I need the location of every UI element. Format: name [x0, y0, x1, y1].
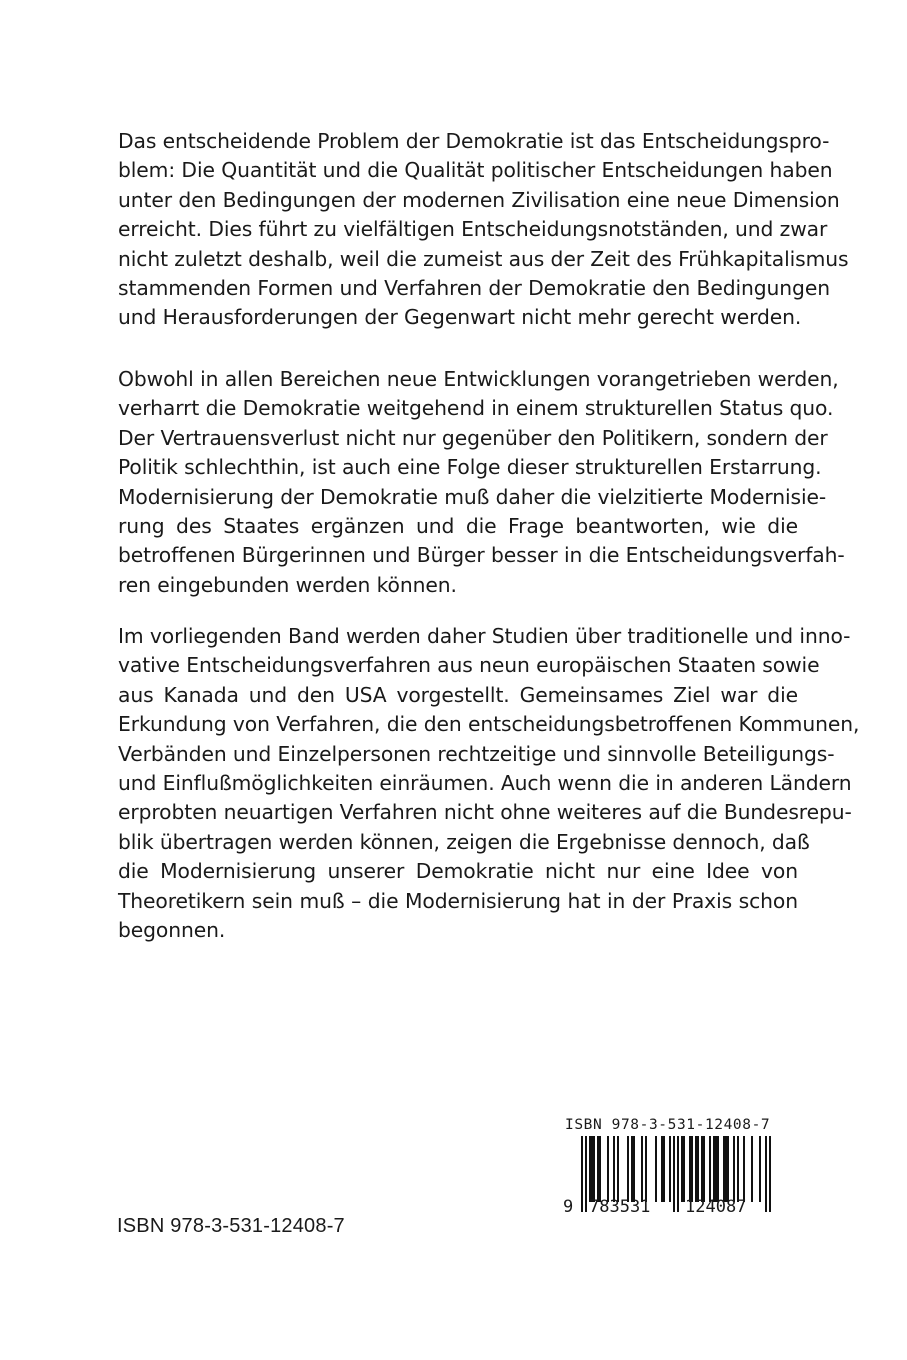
text-line: verharrt die Demokratie weitgehend in einem strukturellen Status quo. — [118, 396, 834, 421]
barcode-bar — [727, 1136, 729, 1202]
text-line: blik übertragen werden können, zeigen die Ergebnisse dennoch, daß — [118, 829, 810, 854]
barcode-bar — [751, 1136, 753, 1202]
barcode-bar — [599, 1136, 601, 1202]
barcode-bar — [695, 1136, 697, 1202]
text-line: Im vorliegenden Band werden daher Studien über traditionelle und inno- — [118, 624, 851, 648]
barcode-bar — [631, 1136, 633, 1202]
text-line: Theoretikern sein muß – die Modernisierung hat in der Praxis schon — [118, 888, 798, 913]
barcode-bar — [681, 1136, 683, 1202]
barcode-bar — [701, 1136, 703, 1202]
text-line: blem: Die Quantität und die Qualität politischer Entscheidungen haben — [118, 158, 833, 183]
barcode-bar — [613, 1136, 615, 1202]
barcode-isbn-label: ISBN 978-3-531-12408-7 — [565, 1117, 771, 1133]
text-line: Obwohl in allen Bereichen neue Entwicklungen vorangetrieben werden, — [118, 367, 839, 391]
barcode-bar — [691, 1136, 693, 1202]
barcode-left-group: 783531 — [589, 1197, 651, 1217]
barcode-bar — [589, 1136, 591, 1202]
text-line: rung des Staates ergänzen und die Frage beantworten, wie die — [118, 513, 798, 538]
barcode-guard-bar — [585, 1136, 587, 1212]
text-line: Politik schlechthin, ist auch eine Folge dieser strukturellen Erstarrung. — [118, 455, 822, 480]
barcode-guard-bar — [769, 1136, 771, 1212]
blurb-paragraph-2 — [118, 365, 845, 600]
barcode-first-digit: 9 — [563, 1197, 574, 1217]
barcode-guard-bar — [677, 1136, 679, 1212]
barcode-bar — [733, 1136, 735, 1202]
barcode-bar — [709, 1136, 711, 1202]
barcode-bar — [717, 1136, 719, 1202]
barcode-bar — [743, 1136, 745, 1202]
blurb-paragraph-1 — [118, 127, 849, 333]
barcode-bar — [617, 1136, 619, 1202]
text-line: und Herausforderungen der Gegenwart nicht mehr gerecht werden. — [118, 305, 802, 330]
barcode-bar — [703, 1136, 705, 1202]
text-line: ren eingebunden werden können. — [118, 572, 457, 597]
barcode-bar — [759, 1136, 761, 1202]
barcode-bar — [591, 1136, 593, 1202]
text-line: aus Kanada und den USA vorgestellt. Gemeinsames Ziel war die — [118, 682, 798, 707]
barcode-bar — [689, 1136, 691, 1202]
text-line: und Einflußmöglichkeiten einräumen. Auch wenn die in anderen Ländern — [118, 770, 852, 795]
text-line: erprobten neuartigen Verfahren nicht ohne weiteres auf die Bundesrepu- — [118, 800, 852, 825]
barcode-bar — [607, 1136, 609, 1202]
barcode-bar — [597, 1136, 599, 1202]
text-line: erreicht. Dies führt zu vielfältigen Entscheidungsnotständen, und zwar — [118, 217, 828, 242]
text-line: betroffenen Bürgerinnen und Bürger besser in die Entscheidungsverfah- — [118, 543, 845, 568]
text-line: Das entscheidende Problem der Demokratie ist das Entscheidungspro- — [118, 129, 830, 153]
barcode-bar — [645, 1136, 647, 1202]
text-line: Erkundung von Verfahren, die den entscheidungsbetroffenen Kommunen, — [118, 712, 860, 737]
barcode-bar — [663, 1136, 665, 1202]
text-line: Der Vertrauensverlust nicht nur gegenüber den Politikern, sondern der — [118, 425, 828, 450]
barcode-bar — [713, 1136, 715, 1202]
barcode-guard-bar — [581, 1136, 583, 1212]
text-line: stammenden Formen und Verfahren der Demokratie den Bedingungen — [118, 275, 830, 300]
text-line: Verbänden und Einzelpersonen rechtzeitige und sinnvolle Beteiligungs- — [118, 741, 835, 766]
text-line: vative Entscheidungsverfahren aus neun europäischen Staaten sowie — [118, 653, 820, 678]
barcode-bar — [627, 1136, 629, 1202]
barcode-bar — [661, 1136, 663, 1202]
barcode-bar — [715, 1136, 717, 1202]
barcode-bar — [633, 1136, 635, 1202]
text-line: Modernisierung der Demokratie muß daher die vielzitierte Modernisie- — [118, 484, 827, 509]
isbn-text: ISBN 978-3-531-12408-7 — [117, 1215, 345, 1237]
barcode-bar — [725, 1136, 727, 1202]
barcode-bar — [723, 1136, 725, 1202]
blurb-paragraph-3 — [118, 622, 860, 945]
text-line: die Modernisierung unserer Demokratie nicht nur eine Idee von — [118, 859, 798, 884]
barcode-bar — [669, 1136, 671, 1202]
barcode-bar — [697, 1136, 699, 1202]
barcode-bar — [593, 1136, 595, 1202]
barcode-guard-bar — [765, 1136, 767, 1212]
barcode-right-group: 124087 — [685, 1197, 747, 1217]
text-line: begonnen. — [118, 917, 226, 942]
barcode-guard-bar — [673, 1136, 675, 1212]
barcode-bar — [737, 1136, 739, 1202]
barcode-bar — [655, 1136, 657, 1202]
barcode-bar — [641, 1136, 643, 1202]
barcode-bar — [683, 1136, 685, 1202]
text-line: nicht zuletzt deshalb, weil die zumeist aus der Zeit des Frühkapitalismus — [118, 246, 849, 271]
text-line: unter den Bedingungen der modernen Zivilisation eine neue Dimension — [118, 187, 840, 212]
